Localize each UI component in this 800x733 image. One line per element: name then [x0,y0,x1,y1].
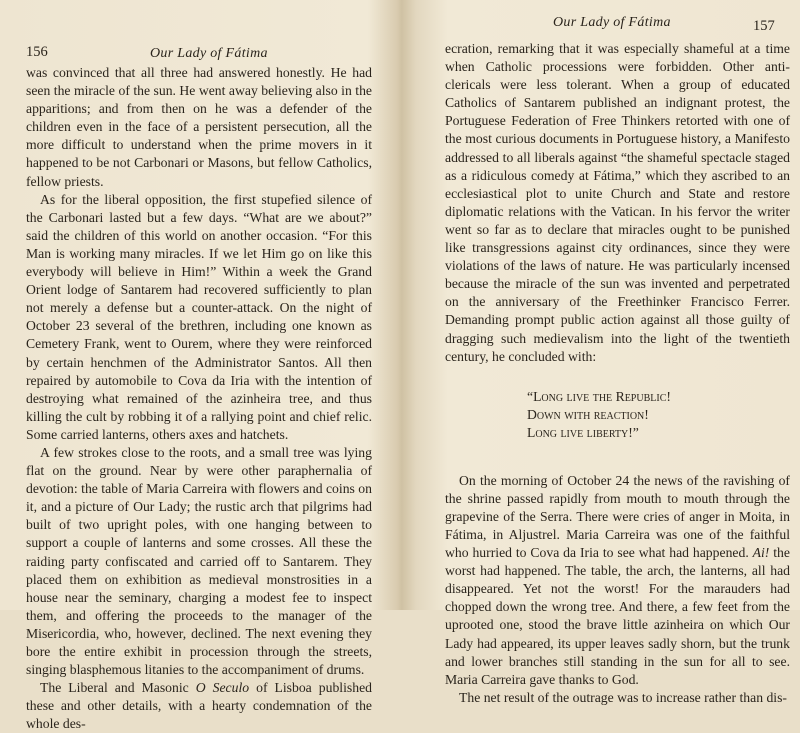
quote-line: Down with reaction! [527,406,649,422]
paragraph-text: of Lisboa published these and other details, with a hearty condemnation of the whole des- [26,680,372,732]
newspaper-title: O Seculo [195,680,250,696]
quote-line: Long live liberty!” [527,424,639,440]
paragraph: ecration, remarking that it was especially shameful at a time when Catholic processions were forbidden. Other anti-clericals were less tolerant. When a group of educated Catholics of Santarem published an indignant protest, the Portuguese Federation of Free Thinkers retorted with one of the most curious documents in Portuguese history, a Manifesto addressed to all liberals against “the shameful spectacle staged as a ridiculous comedy at Fátima,” which they ascribed to an ecclesiastical plot to unite Church and State and restore diplomatic relations with the Vatican. In his fervor the writer went so far as to declare that miracles ought to be punished like transgressions against city ordinances, since they were violations of the laws of nature. He was particularly incensed because the miracle of the sun was invented and perpetrated on the anniversary of the Freethinker Francisco Ferrer. Demanding prompt public action against all those guilty of dragging such medievalism into the light of the twentieth century, he concluded with: [445,41,790,364]
left-page [0,0,400,732]
left-page-text [26,64,372,733]
right-page [400,0,800,705]
exclamation: Ai! [752,545,770,561]
paragraph: The net result of the outrage was to increase rather than dis- [459,689,787,705]
running-head-left: Our Lady of Fátima [150,46,268,61]
paragraph: As for the liberal opposition, the first stupefied silence of the Carbonari lasted but a few days. “What are we about?” said the children of this world on another occasion. “For this Man is working many miracles. If we let Him go on like this everybody will believe in Him!” Within a week the Grand Orient lodge of Santarem had recovered sufficiently to plan not merely a defense but a counter-attack. On the night of October 23 several of the brethren, including one known as Cemetery Frank, went to Ourem, where they were reinforced by certain henchmen of the Administrator Santos. All then repaired by automobile to Cova da Iria with the intention of destroying what remained of the azinheira tree, and thus killing the cult by robbing it of a rallying point and chief relic. Some carried lanterns, others axes and hatchets. [26,191,372,442]
running-head-right: Our Lady of Fátima [553,15,671,30]
page-number-right: 157 [753,18,775,34]
right-page-text [445,40,790,707]
paragraph-text: On the morning of October 24 the news of the ravishing of the shrine passed rapidly from mouth to mouth through the grapevine of the Serra. There were cries of anger in Moita, in Fátima, in Aljustrel. Maria Carreira was one of the faithful who hurried to Cova da Iria to see what had happened. [445,472,790,561]
paragraph-text: The Liberal and Masonic [40,680,196,696]
page-number-left: 156 [26,44,48,60]
paragraph [26,679,372,733]
block-quote [527,388,790,442]
paragraph: A few strokes close to the roots, and a small tree was lying flat on the ground. Near by were other paraphernalia of devotion: the table of Maria Carreira with flowers and coins on it, and a picture of Our Lady; the rustic arch that pilgrims had built of two upright poles, with one hanging between to support a couple of lanterns and some crosses. All these the raiding party confiscated and carried off to Santarem. They placed them on exhibition as medieval monstrosities in a house near the seminary, charging a modest fee to inspect them, and offering the proceeds to the manager of the Misericordia, who, however, declined. The next evening they bore the entire exhibit in procession through the streets, singing blasphemous litanies to the accompaniment of drums. [26,444,372,678]
quote-line: “Long live the Republic! [527,388,671,404]
paragraph-text: the worst had happened. The table, the arch, the lanterns, all had disappeared. Yet not the worst! For the marauders had chopped down the wrong tree. And there, a few feet from the uprooted one, stood the brave little azinheira on which Our Lady had appeared, its upper leaves sadly shorn, but the trunk and lower branches still standing in the sun for all to see. Maria Carreira gave thanks to God. [445,545,790,687]
paragraph: was convinced that all three had answered honestly. He had seen the miracle of the sun. He went away believing also in the apparitions; and from then on he was a defender of the children even in the face of a persistent persecution, all the more difficult to understand when the prime movers in it happened to be not Carbonari or Masons, but fellow Catholics, fellow priests. [26,65,372,189]
paragraph [445,472,790,689]
